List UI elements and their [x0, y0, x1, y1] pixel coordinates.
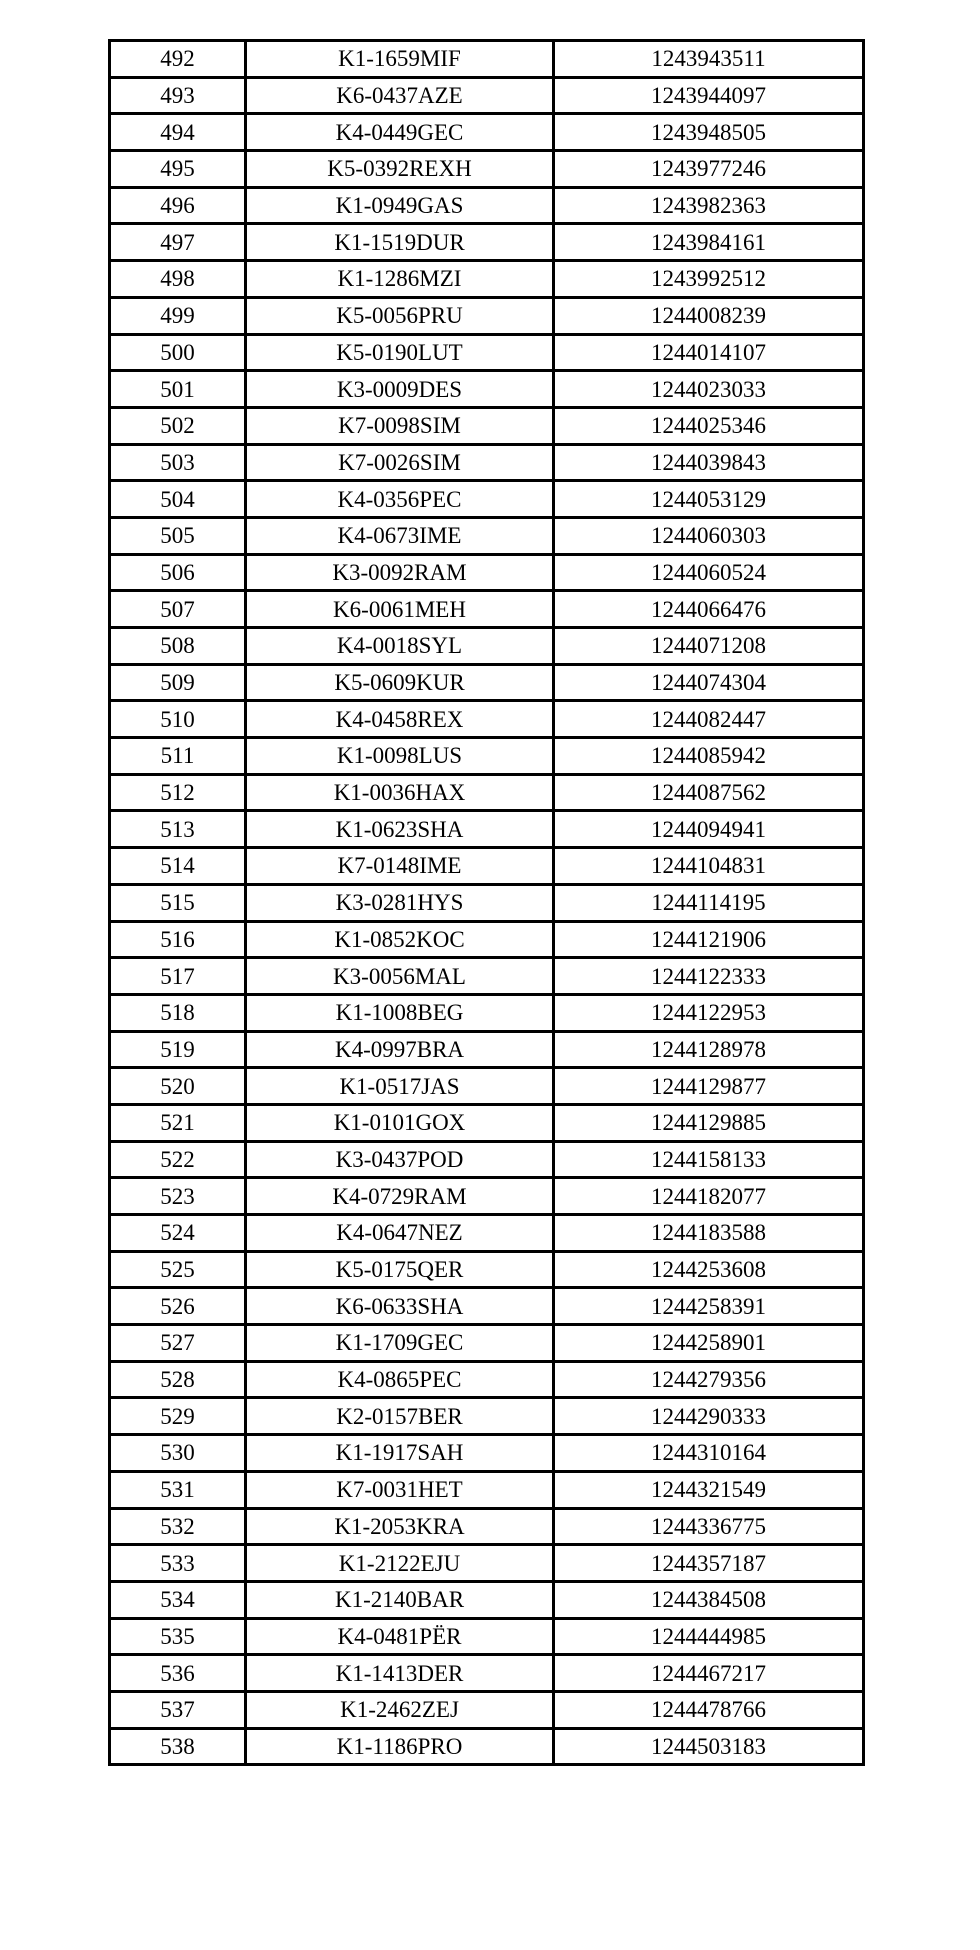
code-cell: K3-0281HYS	[246, 884, 554, 921]
code-cell: K1-1008BEG	[246, 994, 554, 1031]
code-cell: K5-0056PRU	[246, 297, 554, 334]
code-cell: K1-1413DER	[246, 1655, 554, 1692]
table-row	[110, 591, 864, 628]
reference-number-cell: 1244503183	[554, 1728, 864, 1765]
table-row	[110, 1545, 864, 1582]
code-cell: K5-0392REXH	[246, 151, 554, 188]
row-number-cell: 531	[110, 1471, 246, 1508]
code-cell: K1-0517JAS	[246, 1068, 554, 1105]
reference-number-cell: 1244122333	[554, 958, 864, 995]
table-row	[110, 628, 864, 665]
reference-number-cell: 1243992512	[554, 261, 864, 298]
row-number-cell: 507	[110, 591, 246, 628]
table-row	[110, 1251, 864, 1288]
code-cell: K3-0056MAL	[246, 958, 554, 995]
code-cell: K7-0098SIM	[246, 407, 554, 444]
table-row	[110, 114, 864, 151]
code-cell: K1-0036HAX	[246, 774, 554, 811]
code-cell: K1-1519DUR	[246, 224, 554, 261]
reference-number-cell: 1244014107	[554, 334, 864, 371]
row-number-cell: 518	[110, 994, 246, 1031]
reference-number-cell: 1244104831	[554, 848, 864, 885]
row-number-cell: 516	[110, 921, 246, 958]
row-number-cell: 510	[110, 701, 246, 738]
table-row	[110, 1435, 864, 1472]
code-cell: K1-1917SAH	[246, 1435, 554, 1472]
table-row	[110, 1215, 864, 1252]
reference-number-cell: 1243944097	[554, 77, 864, 114]
code-cell: K1-0101GOX	[246, 1104, 554, 1141]
reference-number-cell: 1244025346	[554, 407, 864, 444]
reference-number-cell: 1244128978	[554, 1031, 864, 1068]
row-number-cell: 492	[110, 41, 246, 78]
row-number-cell: 517	[110, 958, 246, 995]
code-cell: K1-1659MIF	[246, 41, 554, 78]
reference-number-cell: 1244253608	[554, 1251, 864, 1288]
reference-number-cell: 1244071208	[554, 628, 864, 665]
code-cell: K4-0018SYL	[246, 628, 554, 665]
reference-number-cell: 1244444985	[554, 1618, 864, 1655]
reference-number-cell: 1243977246	[554, 151, 864, 188]
table-row	[110, 1398, 864, 1435]
reference-number-cell: 1244074304	[554, 664, 864, 701]
row-number-cell: 529	[110, 1398, 246, 1435]
table-row	[110, 994, 864, 1031]
table-row	[110, 1031, 864, 1068]
row-number-cell: 514	[110, 848, 246, 885]
row-number-cell: 511	[110, 738, 246, 775]
code-cell: K3-0437POD	[246, 1141, 554, 1178]
reference-number-cell: 1244279356	[554, 1361, 864, 1398]
code-cell: K4-0997BRA	[246, 1031, 554, 1068]
code-cell: K1-0852KOC	[246, 921, 554, 958]
table-row	[110, 517, 864, 554]
row-number-cell: 494	[110, 114, 246, 151]
reference-number-cell: 1244129885	[554, 1104, 864, 1141]
row-number-cell: 524	[110, 1215, 246, 1252]
row-number-cell: 521	[110, 1104, 246, 1141]
code-cell: K7-0031HET	[246, 1471, 554, 1508]
code-cell: K1-2462ZEJ	[246, 1691, 554, 1728]
row-number-cell: 496	[110, 187, 246, 224]
code-cell: K1-2053KRA	[246, 1508, 554, 1545]
reference-number-cell: 1244053129	[554, 481, 864, 518]
table-row	[110, 1104, 864, 1141]
table-row	[110, 774, 864, 811]
reference-number-cell: 1244310164	[554, 1435, 864, 1472]
code-cell: K5-0175QER	[246, 1251, 554, 1288]
row-number-cell: 513	[110, 811, 246, 848]
row-number-cell: 501	[110, 371, 246, 408]
code-cell: K1-2140BAR	[246, 1581, 554, 1618]
code-cell: K1-0623SHA	[246, 811, 554, 848]
code-cell: K6-0061MEH	[246, 591, 554, 628]
reference-number-cell: 1244066476	[554, 591, 864, 628]
row-number-cell: 493	[110, 77, 246, 114]
table-row	[110, 371, 864, 408]
reference-number-cell: 1244467217	[554, 1655, 864, 1692]
row-number-cell: 522	[110, 1141, 246, 1178]
table-row	[110, 1361, 864, 1398]
reference-number-cell: 1244478766	[554, 1691, 864, 1728]
table-row	[110, 1655, 864, 1692]
code-cell: K1-0949GAS	[246, 187, 554, 224]
row-number-cell: 495	[110, 151, 246, 188]
reference-number-cell: 1244122953	[554, 994, 864, 1031]
row-number-cell: 520	[110, 1068, 246, 1105]
table-row	[110, 921, 864, 958]
row-number-cell: 533	[110, 1545, 246, 1582]
table-row	[110, 261, 864, 298]
row-number-cell: 502	[110, 407, 246, 444]
table-row	[110, 1141, 864, 1178]
row-number-cell: 509	[110, 664, 246, 701]
code-cell: K7-0026SIM	[246, 444, 554, 481]
row-number-cell: 523	[110, 1178, 246, 1215]
row-number-cell: 532	[110, 1508, 246, 1545]
table-row	[110, 1288, 864, 1325]
reference-number-cell: 1244121906	[554, 921, 864, 958]
reference-number-cell: 1244094941	[554, 811, 864, 848]
reference-number-cell: 1244060303	[554, 517, 864, 554]
code-cell: K1-1286MZI	[246, 261, 554, 298]
table-row	[110, 554, 864, 591]
table-row	[110, 1691, 864, 1728]
code-cell: K3-0009DES	[246, 371, 554, 408]
reference-number-cell: 1244357187	[554, 1545, 864, 1582]
reference-number-cell: 1244384508	[554, 1581, 864, 1618]
row-number-cell: 497	[110, 224, 246, 261]
row-number-cell: 525	[110, 1251, 246, 1288]
table-row	[110, 41, 864, 78]
code-cell: K7-0148IME	[246, 848, 554, 885]
code-cell: K4-0729RAM	[246, 1178, 554, 1215]
table-row	[110, 701, 864, 738]
table-row	[110, 334, 864, 371]
reference-number-cell: 1244290333	[554, 1398, 864, 1435]
table-row	[110, 1178, 864, 1215]
code-cell: K4-0647NEZ	[246, 1215, 554, 1252]
row-number-cell: 499	[110, 297, 246, 334]
table-row	[110, 444, 864, 481]
row-number-cell: 503	[110, 444, 246, 481]
table-row	[110, 77, 864, 114]
code-cell: K4-0458REX	[246, 701, 554, 738]
table-row	[110, 958, 864, 995]
reference-number-cell: 1244129877	[554, 1068, 864, 1105]
code-cell: K1-2122EJU	[246, 1545, 554, 1582]
table-row	[110, 1581, 864, 1618]
code-cell: K6-0437AZE	[246, 77, 554, 114]
row-number-cell: 528	[110, 1361, 246, 1398]
row-number-cell: 535	[110, 1618, 246, 1655]
records-table-body	[110, 41, 864, 1765]
code-cell: K4-0356PEC	[246, 481, 554, 518]
row-number-cell: 506	[110, 554, 246, 591]
row-number-cell: 504	[110, 481, 246, 518]
reference-number-cell: 1244060524	[554, 554, 864, 591]
table-row	[110, 1325, 864, 1362]
code-cell: K4-0865PEC	[246, 1361, 554, 1398]
code-cell: K4-0449GEC	[246, 114, 554, 151]
code-cell: K1-0098LUS	[246, 738, 554, 775]
table-row	[110, 224, 864, 261]
row-number-cell: 538	[110, 1728, 246, 1765]
row-number-cell: 527	[110, 1325, 246, 1362]
row-number-cell: 526	[110, 1288, 246, 1325]
code-cell: K1-1709GEC	[246, 1325, 554, 1362]
records-table	[108, 39, 865, 1766]
row-number-cell: 530	[110, 1435, 246, 1472]
table-row	[110, 187, 864, 224]
reference-number-cell: 1244023033	[554, 371, 864, 408]
code-cell: K4-0673IME	[246, 517, 554, 554]
row-number-cell: 536	[110, 1655, 246, 1692]
table-row	[110, 884, 864, 921]
table-row	[110, 297, 864, 334]
reference-number-cell: 1244085942	[554, 738, 864, 775]
row-number-cell: 534	[110, 1581, 246, 1618]
code-cell: K2-0157BER	[246, 1398, 554, 1435]
table-row	[110, 1508, 864, 1545]
table-row	[110, 407, 864, 444]
reference-number-cell: 1244114195	[554, 884, 864, 921]
table-row	[110, 738, 864, 775]
table-row	[110, 848, 864, 885]
table-row	[110, 1068, 864, 1105]
row-number-cell: 505	[110, 517, 246, 554]
code-cell: K6-0633SHA	[246, 1288, 554, 1325]
code-cell: K3-0092RAM	[246, 554, 554, 591]
table-row	[110, 1728, 864, 1765]
row-number-cell: 500	[110, 334, 246, 371]
reference-number-cell: 1244336775	[554, 1508, 864, 1545]
reference-number-cell: 1244039843	[554, 444, 864, 481]
row-number-cell: 515	[110, 884, 246, 921]
table-row	[110, 1618, 864, 1655]
reference-number-cell: 1244258901	[554, 1325, 864, 1362]
reference-number-cell: 1243948505	[554, 114, 864, 151]
reference-number-cell: 1243982363	[554, 187, 864, 224]
code-cell: K1-1186PRO	[246, 1728, 554, 1765]
table-row	[110, 151, 864, 188]
reference-number-cell: 1243943511	[554, 41, 864, 78]
code-cell: K4-0481PËR	[246, 1618, 554, 1655]
row-number-cell: 498	[110, 261, 246, 298]
reference-number-cell: 1244158133	[554, 1141, 864, 1178]
table-row	[110, 1471, 864, 1508]
reference-number-cell: 1244008239	[554, 297, 864, 334]
reference-number-cell: 1244258391	[554, 1288, 864, 1325]
row-number-cell: 519	[110, 1031, 246, 1068]
table-row	[110, 811, 864, 848]
reference-number-cell: 1244182077	[554, 1178, 864, 1215]
row-number-cell: 508	[110, 628, 246, 665]
table-row	[110, 481, 864, 518]
code-cell: K5-0190LUT	[246, 334, 554, 371]
row-number-cell: 512	[110, 774, 246, 811]
reference-number-cell: 1244183588	[554, 1215, 864, 1252]
reference-number-cell: 1244321549	[554, 1471, 864, 1508]
table-row	[110, 664, 864, 701]
reference-number-cell: 1244082447	[554, 701, 864, 738]
row-number-cell: 537	[110, 1691, 246, 1728]
reference-number-cell: 1244087562	[554, 774, 864, 811]
code-cell: K5-0609KUR	[246, 664, 554, 701]
reference-number-cell: 1243984161	[554, 224, 864, 261]
